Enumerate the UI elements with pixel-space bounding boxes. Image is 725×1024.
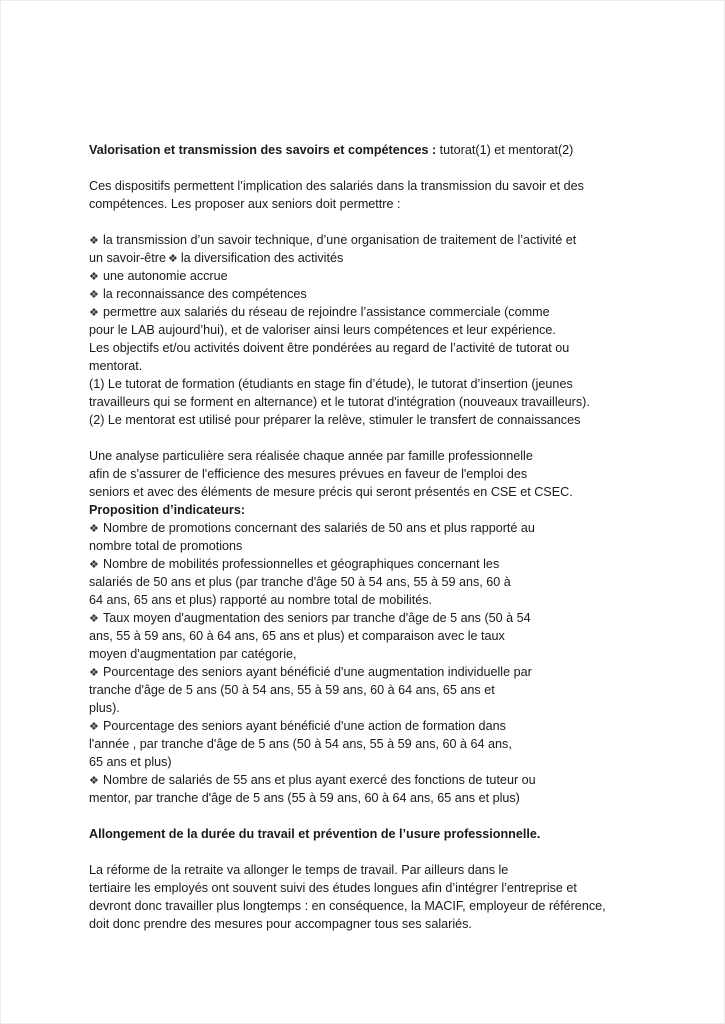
paragraph-line: devront donc travailler plus longtemps : en conséquence, la MACIF, employeur de référence, [89, 899, 606, 913]
indicators-heading: Proposition d’indicateurs: [89, 503, 246, 517]
footnote-line: (2) Le mentorat est utilisé pour préparer la relève, stimuler le transfert de connaissances [89, 413, 581, 427]
diamond-bullet-icon: ❖ [89, 559, 99, 571]
indicator-item: ❖ Nombre de promotions concernant des salariés de 50 ans et plus rapporté au nombre total de promotions [89, 521, 535, 553]
paragraph-line: La réforme de la retraite va allonger le temps de travail. Par ailleurs dans le [89, 863, 509, 877]
bullet-item: ❖ la transmission d’un savoir technique, d’une organisation de traitement de l’activité et [89, 231, 649, 249]
diamond-bullet-icon: ❖ [89, 271, 99, 283]
diamond-bullet-icon: ❖ [89, 721, 99, 733]
analysis-line: afin de s'assurer de l'efficience des mesures prévues en faveur de l'emploi des [89, 467, 528, 481]
spacer [89, 159, 649, 177]
diamond-bullet-icon: ❖ [89, 307, 99, 319]
bullet-continuation: pour le LAB aujourd’hui), et de valoriser ainsi leurs compétences et leur expérience. [89, 323, 556, 337]
analysis-line: Une analyse particulière sera réalisée chaque année par famille professionnelle [89, 449, 533, 463]
analysis-line: seniors et avec des éléments de mesure précis qui seront présentés en CSE et CSEC. [89, 485, 573, 499]
indicator-item: ❖ Nombre de salariés de 55 ans et plus ayant exercé des fonctions de tuteur ou mentor, par tranche d'âge de 5 ans (55 à 59 ans, 60 à 64 ans, 65 ans et plus) [89, 773, 536, 805]
spacer [89, 843, 649, 861]
weighting-line: mentorat. [89, 359, 143, 373]
paragraph-line: tertiaire les employés ont souvent suivi des études longues afin d’intégrer l’entreprise et [89, 881, 577, 895]
intro-line: Ces dispositifs permettent l’implication des salariés dans la transmission du savoir et des [89, 179, 584, 193]
bullet-item: ❖ la reconnaissance des compétences [89, 285, 649, 303]
diamond-bullet-icon: ❖ [89, 235, 99, 247]
indicator-item: ❖ Taux moyen d'augmentation des seniors par tranche d'âge de 5 ans (50 à 54 ans, 55 à 59 ans, 60 à 64 ans, 65 ans et plus) et comparaison avec le taux moyen d'augmentation par catégorie, [89, 611, 531, 661]
paragraph-line: doit donc prendre des mesures pour accompagner tous ses salariés. [89, 917, 472, 931]
indicator-item: ❖ Nombre de mobilités professionnelles et géographiques concernant les salariés de 50 ans et plus (par tranche d'âge 50 à 54 ans, 55 à 59 ans, 60 à 64 ans, 65 ans et plus) rapporté au nombre total de mobilités. [89, 557, 511, 607]
indicator-item: ❖ Pourcentage des seniors ayant bénéficié d'une augmentation individuelle par tranche d'âge de 5 ans (50 à 54 ans, 55 à 59 ans, 60 à 64 ans, 65 ans et plus). [89, 665, 532, 715]
section-heading-valorisation [89, 141, 649, 159]
spacer [89, 807, 649, 825]
footnote-line: travailleurs qui se forment en alternance) et le tutorat d'intégration (nouveaux travailleurs). [89, 395, 590, 409]
spacer [89, 213, 649, 231]
weighting-line: Les objectifs et/ou activités doivent être pondérées au regard de l’activité de tutorat ou [89, 341, 570, 355]
diamond-bullet-icon: ❖ [168, 253, 178, 265]
bullet-item: un savoir-être ❖ la diversification des activités [89, 251, 344, 265]
bullet-item: ❖ une autonomie accrue [89, 267, 649, 285]
bullet-item: ❖ permettre aux salariés du réseau de rejoindre l’assistance commerciale (comme [89, 303, 649, 321]
footnote-line: (1) Le tutorat de formation (étudiants en stage fin d’étude), le tutorat d’insertion (jeunes [89, 377, 573, 391]
diamond-bullet-icon: ❖ [89, 667, 99, 679]
spacer [89, 429, 649, 447]
diamond-bullet-icon: ❖ [89, 613, 99, 625]
diamond-bullet-icon: ❖ [89, 523, 99, 535]
indicator-item: ❖ Pourcentage des seniors ayant bénéficié d'une action de formation dans l'année , par tranche d'âge de 5 ans (50 à 54 ans, 55 à 59 ans, 60 à 64 ans, 65 ans et plus) [89, 719, 512, 769]
section-heading-allongement: Allongement de la durée du travail et prévention de l’usure professionnelle. [89, 827, 541, 841]
intro-line: compétences. Les proposer aux seniors doit permettre : [89, 197, 401, 211]
section-heading-bold: Valorisation et transmission des savoirs et compétences : [89, 143, 437, 157]
diamond-bullet-icon: ❖ [89, 775, 99, 787]
document-content [89, 141, 649, 933]
section-heading-normal: tutorat(1) et mentorat(2) [436, 143, 574, 157]
diamond-bullet-icon: ❖ [89, 289, 99, 301]
